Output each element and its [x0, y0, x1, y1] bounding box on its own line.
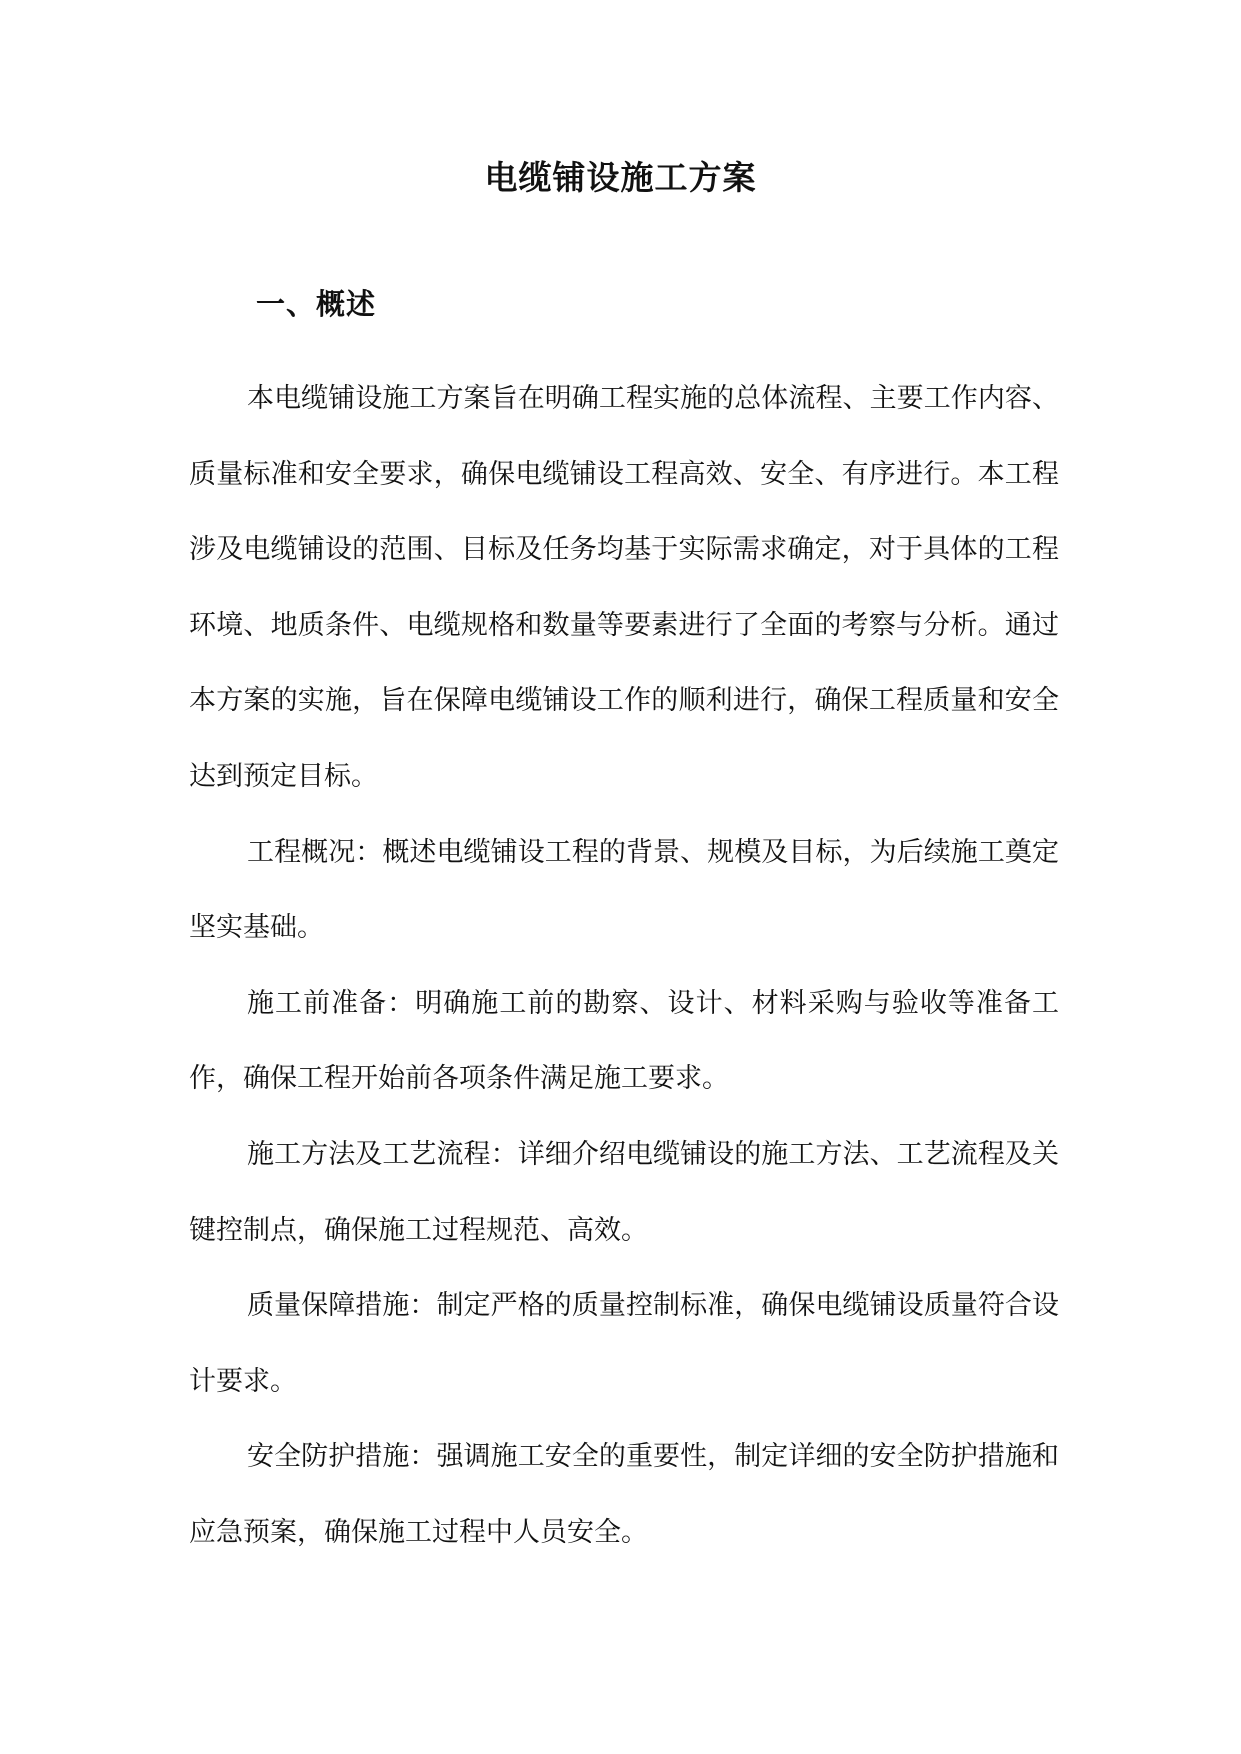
document-title: 电缆铺设施工方案 — [484, 158, 757, 197]
paragraph-project-overview: 工程概况：概述电缆铺设工程的背景、规模及目标，为后续施工奠定坚实基础。 — [189, 836, 1059, 944]
paragraph-intro: 本电缆铺设施工方案旨在明确工程实施的总体流程、主要工作内容、质量标准和安全要求，确保电缆铺设工程高效、安全、有序进行。本工程涉及电缆铺设的范围、目标及任务均基于实际需求确定，对于具体的工程环境、地质条件、电缆规格和数量等要素进行了全面的考察与分析。通过本方案的实施，旨在保障电缆铺设工作的顺利进行，确保工程质量和安全达到预定目标。 — [189, 383, 1059, 792]
paragraph-safety-measures: 安全防护措施：强调施工安全的重要性，制定详细的安全防护措施和应急预案，确保施工过程中人员安全。 — [189, 1441, 1059, 1548]
section-body — [189, 361, 1059, 1571]
paragraph-construction-method: 施工方法及工艺流程：详细介绍电缆铺设的施工方法、工艺流程及关键控制点，确保施工过程规范、高效。 — [189, 1138, 1059, 1246]
section-heading-overview: 一、概述 — [256, 287, 377, 321]
paragraph-preparation: 施工前准备：明确施工前的勘察、设计、材料采购与验收等准备工作，确保工程开始前各项条件满足施工要求。 — [189, 987, 1059, 1095]
paragraph-quality-assurance: 质量保障措施：制定严格的质量控制标准，确保电缆铺设质量符合设计要求。 — [189, 1290, 1059, 1397]
